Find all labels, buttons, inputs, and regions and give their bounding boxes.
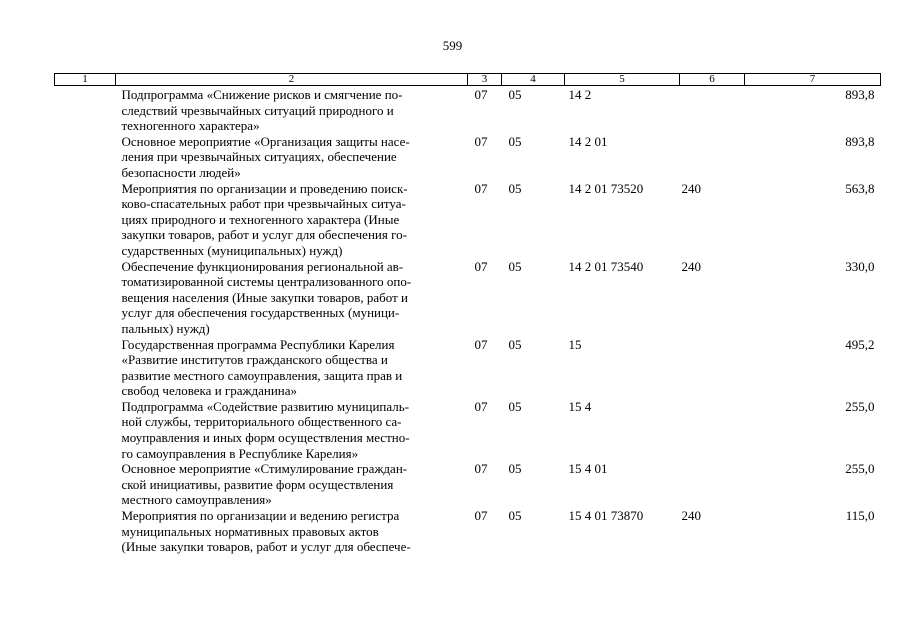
cell-name xyxy=(116,86,468,134)
cell-empty xyxy=(55,461,116,508)
cell-empty xyxy=(55,337,116,399)
cell-subsection: 05 xyxy=(508,461,522,477)
cell-name xyxy=(116,461,468,508)
cell-expense-kind xyxy=(680,86,745,134)
name-line: закупки товаров, работ и услуг для обеспечения го- xyxy=(121,227,407,243)
table-row xyxy=(55,181,881,259)
name-line: развитие местного самоуправления, защита прав и xyxy=(121,367,403,383)
cell-expense-kind: 240 xyxy=(681,180,701,196)
column-number: 4 xyxy=(502,74,565,86)
name-line: (Иные закупки товаров, работ и услуг для обеспече- xyxy=(121,539,411,555)
cell-empty xyxy=(55,86,116,134)
cell-expense-kind xyxy=(680,399,745,461)
name-line: томатизированной системы централизованного опо- xyxy=(121,274,412,290)
cell-empty xyxy=(55,259,116,337)
name-line: Подпрограмма «Содействие развитию муниципаль- xyxy=(121,398,410,414)
cell-amount: 893,8 xyxy=(845,133,875,149)
table-row xyxy=(55,259,881,337)
name-line: Основное мероприятие «Стимулирование граждан- xyxy=(121,461,408,477)
cell-expense-kind xyxy=(680,134,745,181)
cell-empty xyxy=(55,399,116,461)
cell-target-code: 14 2 01 xyxy=(568,133,608,149)
cell-name xyxy=(116,399,468,461)
cell-section: 07 xyxy=(474,398,488,414)
cell-amount: 893,8 xyxy=(845,87,875,102)
name-line: местного самоуправления» xyxy=(121,492,272,508)
cell-subsection: 05 xyxy=(508,133,522,149)
name-line: ной службы, территориального общественного са- xyxy=(121,414,402,430)
name-line: Подпрограмма «Снижение рисков и смягчение по- xyxy=(121,87,403,102)
cell-target-code: 15 4 xyxy=(568,398,592,414)
table-row xyxy=(55,86,881,134)
name-line: ской инициативы, развитие форм осуществления xyxy=(121,476,394,492)
cell-subsection: 05 xyxy=(508,336,522,352)
table-row xyxy=(55,461,881,508)
cell-subsection: 05 xyxy=(508,87,522,102)
budget-table xyxy=(54,73,881,555)
cell-name xyxy=(116,508,468,555)
cell-amount: 115,0 xyxy=(845,508,875,524)
name-line: Мероприятия по организации и проведению поиск- xyxy=(121,180,408,196)
name-line: свобод человека и гражданина» xyxy=(121,383,298,399)
cell-amount: 563,8 xyxy=(845,180,875,196)
cell-subsection: 05 xyxy=(508,180,522,196)
cell-name xyxy=(116,181,468,259)
name-line: вещения населения (Иные закупки товаров, работ и xyxy=(121,289,409,305)
name-line: ления при чрезвычайных ситуациях, обеспечение xyxy=(121,149,397,165)
cell-target-code: 14 2 01 73520 xyxy=(568,180,644,196)
cell-amount: 255,0 xyxy=(845,398,875,414)
name-line: муниципальных нормативных правовых актов xyxy=(121,523,379,539)
cell-name xyxy=(116,259,468,337)
table-row xyxy=(55,399,881,461)
cell-section: 07 xyxy=(474,180,488,196)
name-line: «Развитие институтов гражданского общества и xyxy=(121,352,388,368)
column-number: 7 xyxy=(745,74,881,86)
page-number: 599 xyxy=(442,38,463,53)
cell-expense-kind: 240 xyxy=(681,508,701,524)
name-line: ково-спасательных работ при чрезвычайных ситуа- xyxy=(121,196,406,212)
cell-expense-kind: 240 xyxy=(681,258,701,274)
name-line: безопасности людей» xyxy=(121,164,241,180)
cell-target-code: 14 2 01 73540 xyxy=(568,258,644,274)
cell-section: 07 xyxy=(474,508,488,524)
name-line: Мероприятия по организации и ведению регистра xyxy=(121,508,400,524)
cell-name xyxy=(116,337,468,399)
table-row xyxy=(55,508,881,555)
cell-target-code: 15 4 01 xyxy=(568,461,608,477)
column-number: 2 xyxy=(116,74,468,86)
cell-empty xyxy=(55,134,116,181)
cell-amount: 330,0 xyxy=(845,258,875,274)
cell-expense-kind xyxy=(680,461,745,508)
table-row xyxy=(55,337,881,399)
cell-subsection: 05 xyxy=(508,258,522,274)
name-line: пальных) нужд) xyxy=(121,320,210,336)
cell-amount: 495,2 xyxy=(845,336,875,352)
column-number: 5 xyxy=(565,74,680,86)
name-line: Обеспечение функционирования региональной ав- xyxy=(121,258,404,274)
cell-section: 07 xyxy=(474,87,488,102)
column-number: 3 xyxy=(468,74,502,86)
cell-subsection: 05 xyxy=(508,508,522,524)
cell-section: 07 xyxy=(474,336,488,352)
table-row xyxy=(55,134,881,181)
cell-section: 07 xyxy=(474,133,488,149)
cell-section: 07 xyxy=(474,258,488,274)
cell-section: 07 xyxy=(474,461,488,477)
name-line: моуправления и иных форм осуществления местно- xyxy=(121,430,410,446)
cell-expense-kind xyxy=(680,337,745,399)
cell-subsection: 05 xyxy=(508,398,522,414)
name-line: услуг для обеспечения государственных (муници- xyxy=(121,305,400,321)
column-number-row xyxy=(55,74,881,86)
cell-amount: 255,0 xyxy=(845,461,875,477)
table-header xyxy=(55,74,881,86)
cell-empty xyxy=(55,181,116,259)
cell-target-code: 14 2 xyxy=(568,87,592,102)
name-line: Государственная программа Республики Карелия xyxy=(121,336,395,352)
cell-target-code: 15 4 01 73870 xyxy=(568,508,644,524)
name-line: го самоуправления в Республике Карелия» xyxy=(121,445,359,461)
cell-target-code: 15 xyxy=(568,336,582,352)
cell-empty xyxy=(55,508,116,555)
name-line: техногенного характера» xyxy=(121,118,260,134)
table-body xyxy=(55,86,881,555)
name-line: сударственных (муниципальных) нужд) xyxy=(121,242,343,258)
column-number: 1 xyxy=(55,74,116,86)
name-line: следствий чрезвычайных ситуаций природного и xyxy=(121,102,394,118)
name-line: Основное мероприятие «Организация защиты насе- xyxy=(121,133,410,149)
cell-name xyxy=(116,134,468,181)
column-number: 6 xyxy=(680,74,745,86)
name-line: циях природного и техногенного характера (Иные xyxy=(121,211,400,227)
